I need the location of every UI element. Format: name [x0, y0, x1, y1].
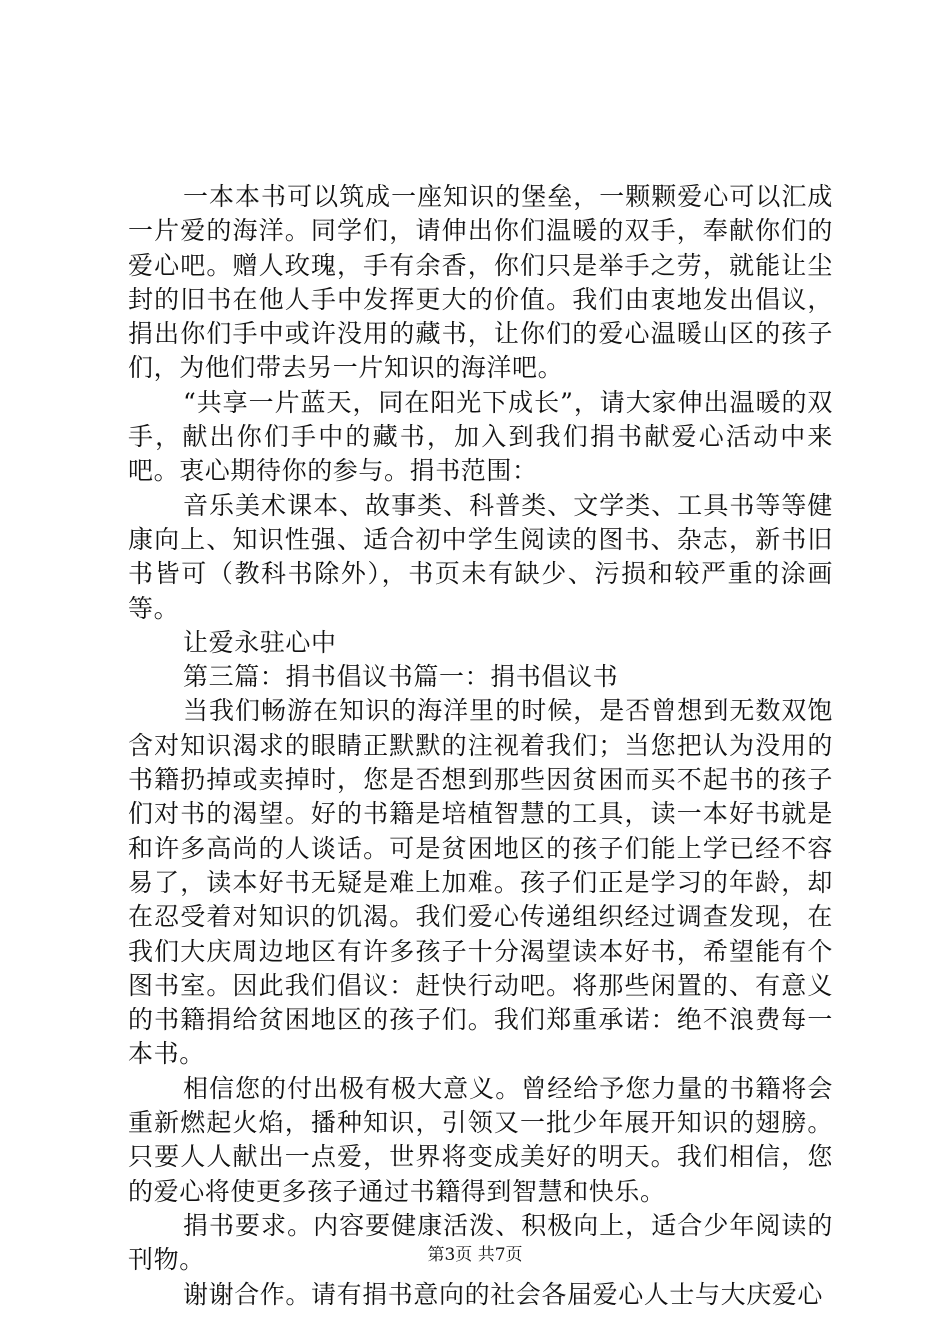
paragraph-meaning: 相信您的付出极有极大意义。曾经给予您力量的书籍将会重新燃起火焰，播种知识，引领又一批少年展开知识的翅膀。只要人人献出一点爱，世界将变成美好的明天。我们相信，您的爱心将使更多孩子通过书籍得到智慧和快乐。: [128, 1073, 833, 1206]
paragraph-intro: 一本本书可以筑成一座知识的堡垒，一颗颗爱心可以汇成一片爱的海洋。同学们，请伸出你们温暖的双手，奉献你们的爱心吧。赠人玫瑰，手有余香，你们只是举手之劳，就能让尘封的旧书在他人手中发挥更大的价值。我们由衷地发出倡议，捐出你们手中或许没用的藏书，让你们的爱心温暖山区的孩子们，为他们带去另一片知识的海洋吧。: [128, 182, 833, 383]
paragraph-knowledge-ocean: 当我们畅游在知识的海洋里的时候，是否曾想到无数双饱含对知识渴求的眼睛正默默的注视着我们；当您把认为没用的书籍扔掉或卖掉时，您是否想到那些因贫困而买不起书的孩子们对书的渴望。好的书籍是培植智慧的工具，读一本好书就是和许多高尚的人谈话。可是贫困地区的孩子们能上学已经不容易了，读本好书无疑是难上加难。孩子们正是学习的年龄，却在忍受着对知识的饥渴。我们爱心传递组织经过调查发现，在我们大庆周边地区有许多孩子十分渴望读本好书，希望能有个图书室。因此我们倡议：赶快行动吧。将那些闲置的、有意义的书籍捐给贫困地区的孩子们。我们郑重承诺：绝不浪费每一本书。: [128, 696, 833, 1069]
paragraph-share-sky: “共享一片蓝天，同在阳光下成长”，请大家伸出温暖的双手，献出你们手中的藏书，加入到我们捐书献爱心活动中来吧。衷心期待你的参与。捐书范围：: [128, 387, 833, 486]
paragraph-thanks: 谢谢合作。请有捐书意向的社会各届爱心人士与大庆爱心: [183, 1279, 824, 1309]
body-text: [128, 180, 833, 1312]
paragraph-donation-scope: 音乐美术课本、故事类、科普类、文学类、工具书等等健康向上、知识性强、适合初中学生阅读的图书、杂志，新书旧书皆可（教科书除外），书页未有缺少、污损和较严重的涂画等。: [128, 490, 833, 623]
paragraph-closing-line: 让爱永驻心中: [183, 627, 337, 657]
paragraph-requirements: 捐书要求。内容要健康活泼、积极向上，适合少年阅读的刊物。: [128, 1210, 833, 1275]
section-heading: 第三篇：捐书倡议书篇一：捐书倡议书: [183, 662, 619, 692]
page-number-footer: 第3页 共7页: [427, 1245, 523, 1265]
